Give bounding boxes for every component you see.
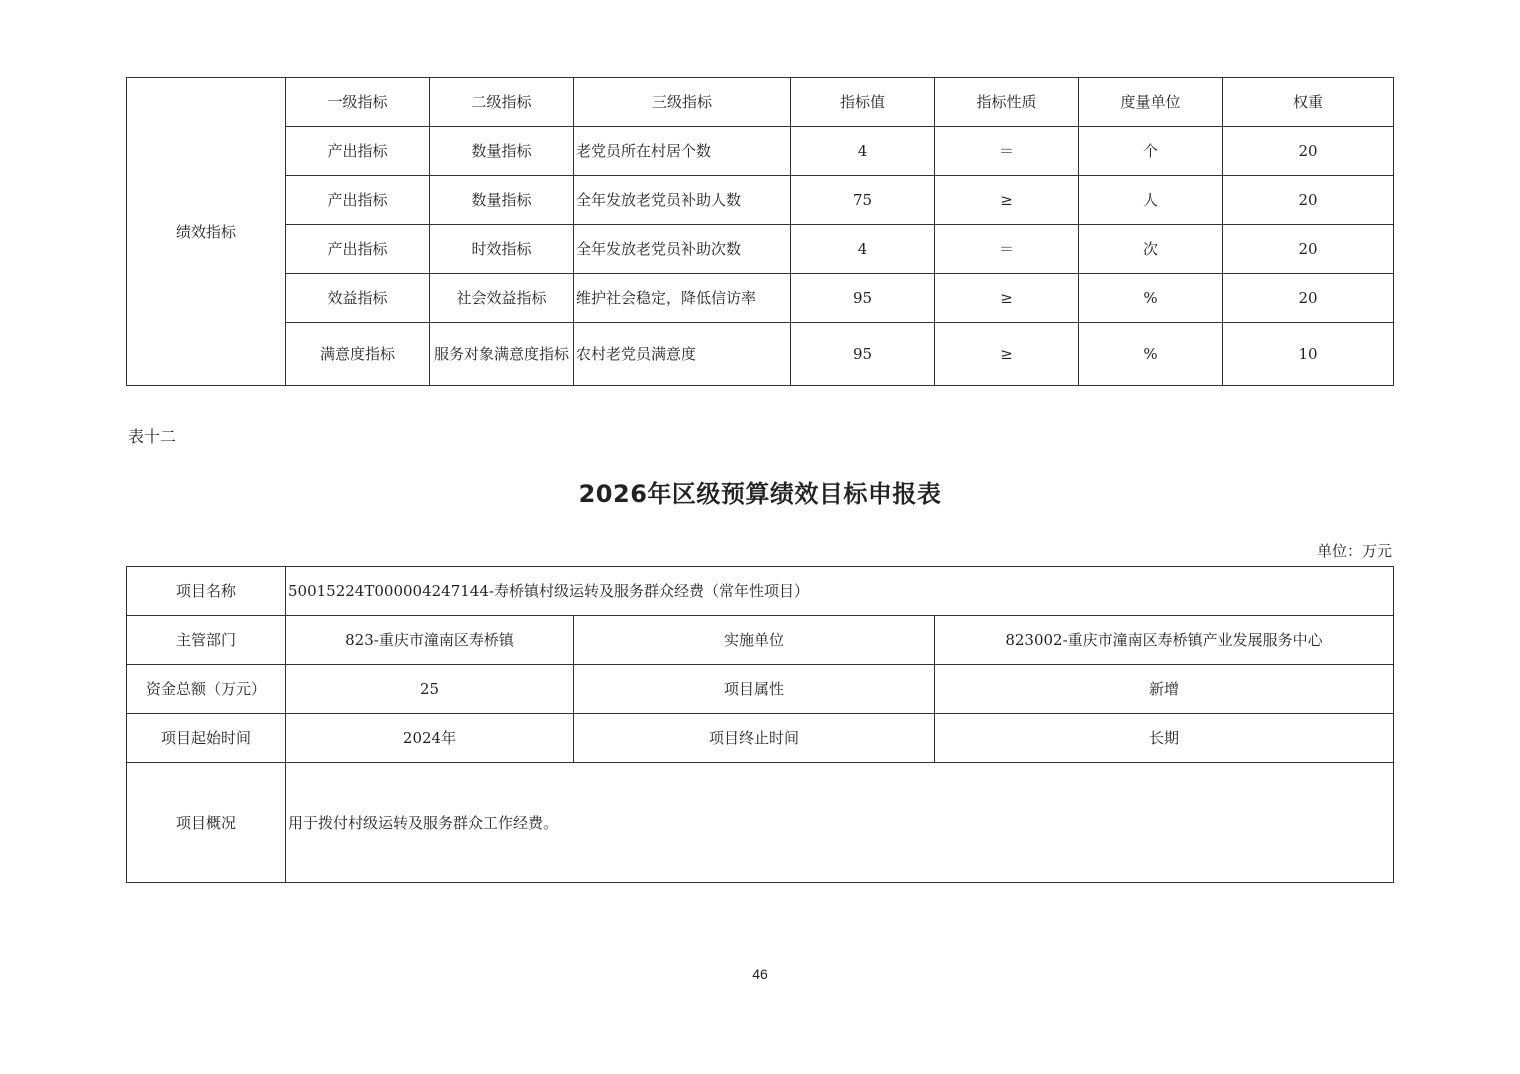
cell-level2: 时效指标	[430, 225, 574, 274]
cell-level3: 全年发放老党员补助次数	[574, 225, 791, 274]
cell-level1: 产出指标	[286, 225, 430, 274]
cell-level2: 社会效益指标	[430, 274, 574, 323]
table-row	[127, 323, 1394, 386]
header-level3: 三级指标	[574, 78, 791, 127]
summary-label: 项目概况	[127, 763, 286, 883]
table-row	[127, 763, 1394, 883]
table-row	[127, 176, 1394, 225]
cell-nature: ≥	[935, 274, 1079, 323]
end-time-value: 长期	[935, 714, 1394, 763]
cell-weight: 10	[1223, 323, 1394, 386]
cell-unit: %	[1079, 323, 1223, 386]
start-time-label: 项目起始时间	[127, 714, 286, 763]
cell-unit: 人	[1079, 176, 1223, 225]
cell-level1: 效益指标	[286, 274, 430, 323]
cell-level2: 服务对象满意度指标	[430, 323, 574, 386]
project-info-table	[126, 566, 1394, 883]
project-name-label: 项目名称	[127, 567, 286, 616]
cell-value: 4	[791, 225, 935, 274]
cell-level2: 数量指标	[430, 127, 574, 176]
section-label-cell: 绩效指标	[127, 78, 286, 386]
table-row	[127, 616, 1394, 665]
cell-weight: 20	[1223, 225, 1394, 274]
dept-label: 主管部门	[127, 616, 286, 665]
table-row	[127, 274, 1394, 323]
header-level2: 二级指标	[430, 78, 574, 127]
cell-level1: 产出指标	[286, 176, 430, 225]
cell-unit: 次	[1079, 225, 1223, 274]
cell-unit: 个	[1079, 127, 1223, 176]
cell-value: 95	[791, 323, 935, 386]
table-number-label: 表十二	[128, 427, 177, 446]
cell-nature: ≥	[935, 176, 1079, 225]
cell-weight: 20	[1223, 274, 1394, 323]
table-row	[127, 567, 1394, 616]
table-row	[127, 225, 1394, 274]
end-time-label: 项目终止时间	[574, 714, 935, 763]
attribute-value: 新增	[935, 665, 1394, 714]
table-row	[127, 714, 1394, 763]
project-name-value: 50015224T000004247144-寿桥镇村级运转及服务群众经费（常年性项目）	[286, 567, 1394, 616]
cell-level3: 老党员所在村居个数	[574, 127, 791, 176]
cell-nature: ≥	[935, 323, 1079, 386]
cell-nature: ＝	[935, 225, 1079, 274]
cell-weight: 20	[1223, 127, 1394, 176]
cell-value: 75	[791, 176, 935, 225]
cell-value: 4	[791, 127, 935, 176]
start-time-value: 2024年	[286, 714, 574, 763]
dept-value: 823-重庆市潼南区寿桥镇	[286, 616, 574, 665]
table-row	[127, 127, 1394, 176]
cell-level2: 数量指标	[430, 176, 574, 225]
header-level1: 一级指标	[286, 78, 430, 127]
header-unit: 度量单位	[1079, 78, 1223, 127]
impl-unit-label: 实施单位	[574, 616, 935, 665]
page-number: 46	[752, 966, 768, 982]
table-header-row	[127, 78, 1394, 127]
cell-value: 95	[791, 274, 935, 323]
header-value: 指标值	[791, 78, 935, 127]
cell-level3: 全年发放老党员补助人数	[574, 176, 791, 225]
table-row	[127, 665, 1394, 714]
summary-value: 用于拨付村级运转及服务群众工作经费。	[286, 763, 1394, 883]
header-nature: 指标性质	[935, 78, 1079, 127]
cell-nature: ＝	[935, 127, 1079, 176]
total-funds-value: 25	[286, 665, 574, 714]
cell-weight: 20	[1223, 176, 1394, 225]
cell-level3: 农村老党员满意度	[574, 323, 791, 386]
header-weight: 权重	[1223, 78, 1394, 127]
impl-unit-value: 823002-重庆市潼南区寿桥镇产业发展服务中心	[935, 616, 1394, 665]
cell-level1: 产出指标	[286, 127, 430, 176]
attribute-label: 项目属性	[574, 665, 935, 714]
cell-unit: %	[1079, 274, 1223, 323]
cell-level3: 维护社会稳定，降低信访率	[574, 274, 791, 323]
total-funds-label: 资金总额（万元）	[127, 665, 286, 714]
unit-note: 单位：万元	[1316, 542, 1392, 560]
cell-level1: 满意度指标	[286, 323, 430, 386]
page-title: 2026年区级预算绩效目标申报表	[578, 480, 942, 508]
performance-indicator-table	[126, 77, 1394, 386]
